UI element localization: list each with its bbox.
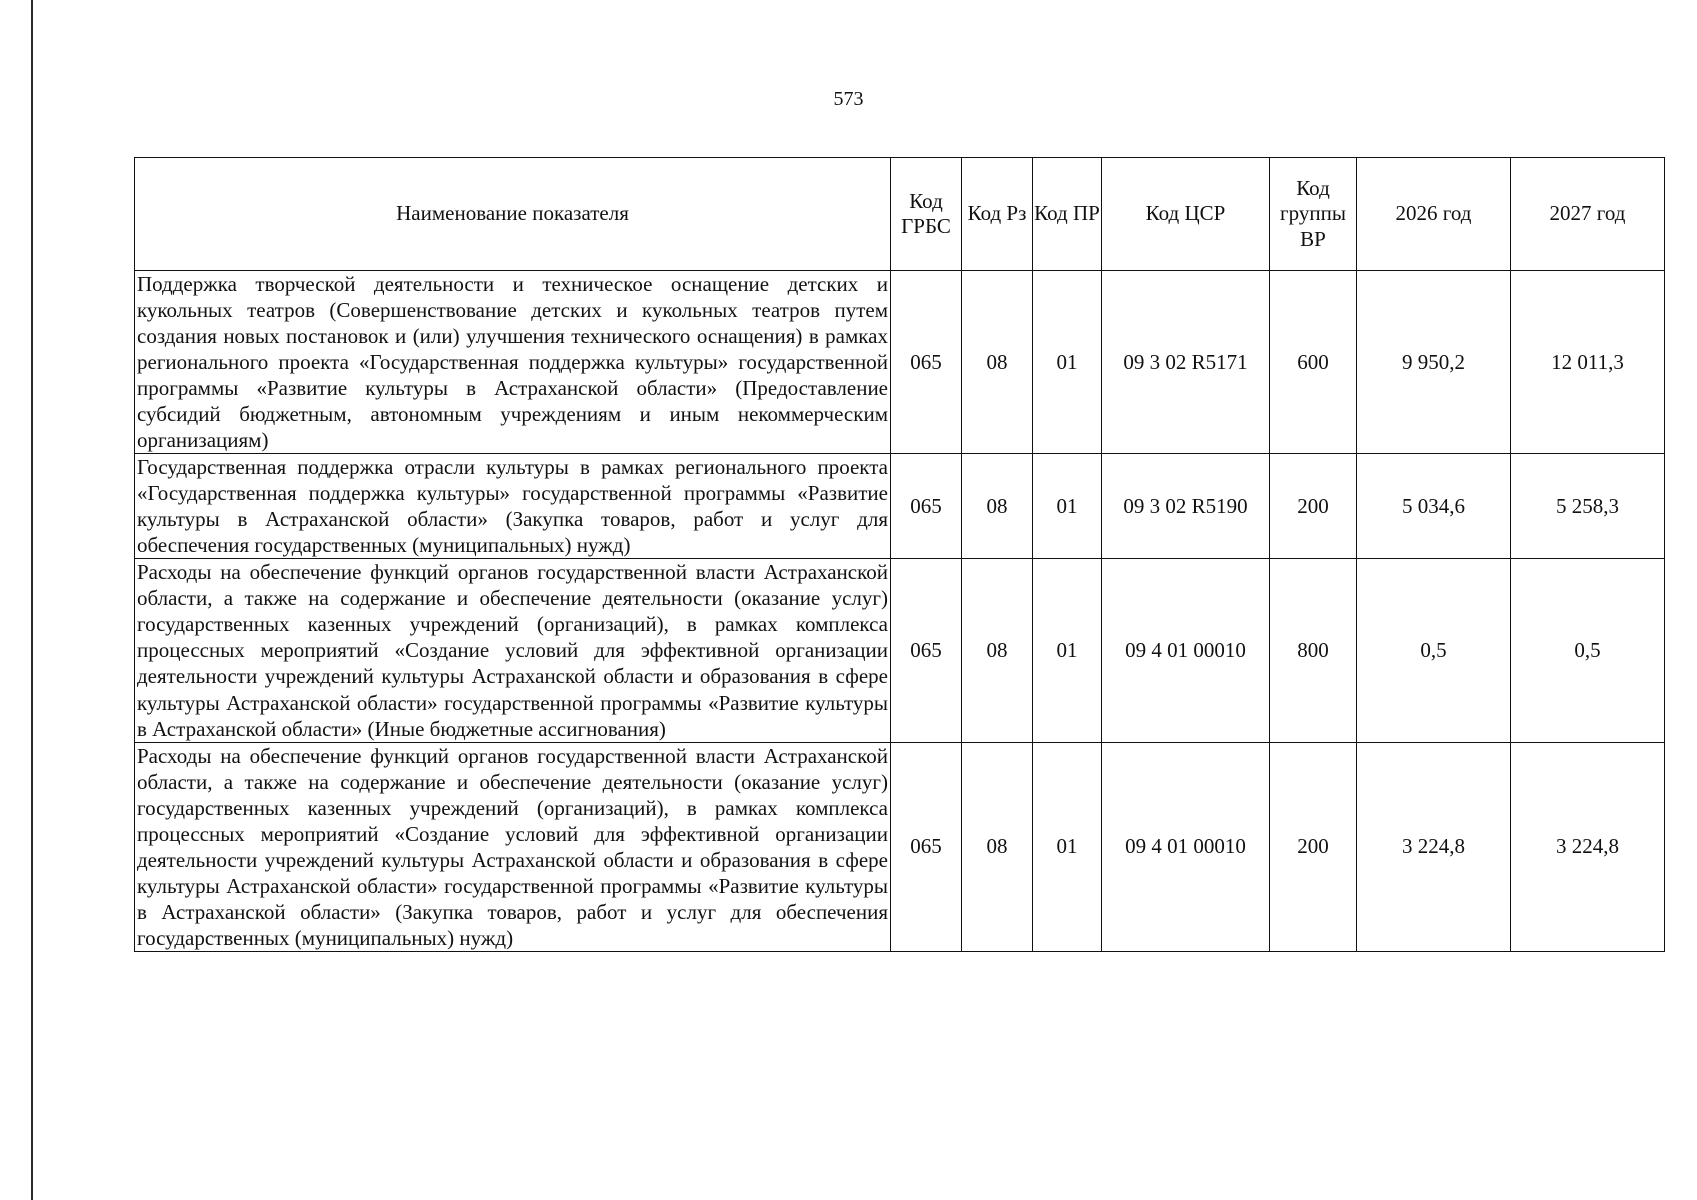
- header-csr: Код ЦСР: [1102, 158, 1270, 271]
- row-csr: 09 4 01 00010: [1102, 742, 1270, 951]
- header-2027: 2027 год: [1511, 158, 1665, 271]
- row-rz: 08: [962, 742, 1033, 951]
- row-2027: 5 258,3: [1511, 454, 1665, 559]
- row-name: Государственная поддержка отрасли культуры в рамках регионального проекта «Государственная поддержка культуры» государственной программы «Развитие культуры в Астраханской области» (Закупка товаров, работ и услуг для обеспечения государственных (муниципальных) нужд): [135, 454, 891, 559]
- row-grbs: 065: [891, 742, 962, 951]
- row-2026: 9 950,2: [1357, 271, 1511, 454]
- row-pr: 01: [1033, 271, 1102, 454]
- row-name: Расходы на обеспечение функций органов государственной власти Астраханской области, а также на содержание и обеспечение деятельности (оказание услуг) государственных казенных учреждений (организаций), в рамках комплекса процессных мероприятий «Создание условий для эффективной организации деятельности учреждений культуры Астраханской области и образования в сфере культуры Астраханской области» государственной программы «Развитие культуры в Астраханской области» (Закупка товаров, работ и услуг для обеспечения государственных (муниципальных) нужд): [135, 742, 891, 951]
- row-name: Расходы на обеспечение функций органов государственной власти Астраханской области, а также на содержание и обеспечение деятельности (оказание услуг) государственных казенных учреждений (организаций), в рамках комплекса процессных мероприятий «Создание условий для эффективной организации деятельности учреждений культуры Астраханской области и образования в сфере культуры Астраханской области» государственной программы «Развитие культуры в Астраханской области» (Иные бюджетные ассигнования): [135, 559, 891, 742]
- row-vr: 200: [1270, 742, 1357, 951]
- page-number: 573: [833, 88, 864, 110]
- row-2026: 5 034,6: [1357, 454, 1511, 559]
- row-rz: 08: [962, 271, 1033, 454]
- row-2027: 12 011,3: [1511, 271, 1665, 454]
- row-vr: 600: [1270, 271, 1357, 454]
- row-csr: 09 4 01 00010: [1102, 559, 1270, 742]
- header-2026: 2026 год: [1357, 158, 1511, 271]
- row-pr: 01: [1033, 742, 1102, 951]
- row-vr: 800: [1270, 559, 1357, 742]
- row-csr: 09 3 02 R5171: [1102, 271, 1270, 454]
- row-2026: 0,5: [1357, 559, 1511, 742]
- table-row: [135, 454, 1665, 559]
- header-vr: Код группы ВР: [1270, 158, 1357, 271]
- budget-table: [134, 157, 1665, 952]
- row-2027: 0,5: [1511, 559, 1665, 742]
- row-grbs: 065: [891, 559, 962, 742]
- header-rz: Код Рз: [962, 158, 1033, 271]
- header-name: Наименование показателя: [135, 158, 891, 271]
- table-row: [135, 559, 1665, 742]
- scan-edge-line: [31, 0, 33, 1200]
- row-rz: 08: [962, 454, 1033, 559]
- table-row: [135, 271, 1665, 454]
- row-grbs: 065: [891, 271, 962, 454]
- row-pr: 01: [1033, 454, 1102, 559]
- budget-table-container: [134, 157, 1664, 952]
- row-vr: 200: [1270, 454, 1357, 559]
- header-pr: Код ПР: [1033, 158, 1102, 271]
- row-2026: 3 224,8: [1357, 742, 1511, 951]
- row-pr: 01: [1033, 559, 1102, 742]
- header-grbs: Код ГРБС: [891, 158, 962, 271]
- table-row: [135, 742, 1665, 951]
- row-2027: 3 224,8: [1511, 742, 1665, 951]
- row-rz: 08: [962, 559, 1033, 742]
- row-csr: 09 3 02 R5190: [1102, 454, 1270, 559]
- row-name: Поддержка творческой деятельности и техническое оснащение детских и кукольных театров (Совершенствование детских и кукольных театров путем создания новых постановок и (или) улучшения технического оснащения) в рамках регионального проекта «Государственная поддержка культуры» государственной программы «Развитие культуры в Астраханской области» (Предоставление субсидий бюджетным, автономным учреждениям и иным некоммерческим организациям): [135, 271, 891, 454]
- table-header-row: [135, 158, 1665, 271]
- row-grbs: 065: [891, 454, 962, 559]
